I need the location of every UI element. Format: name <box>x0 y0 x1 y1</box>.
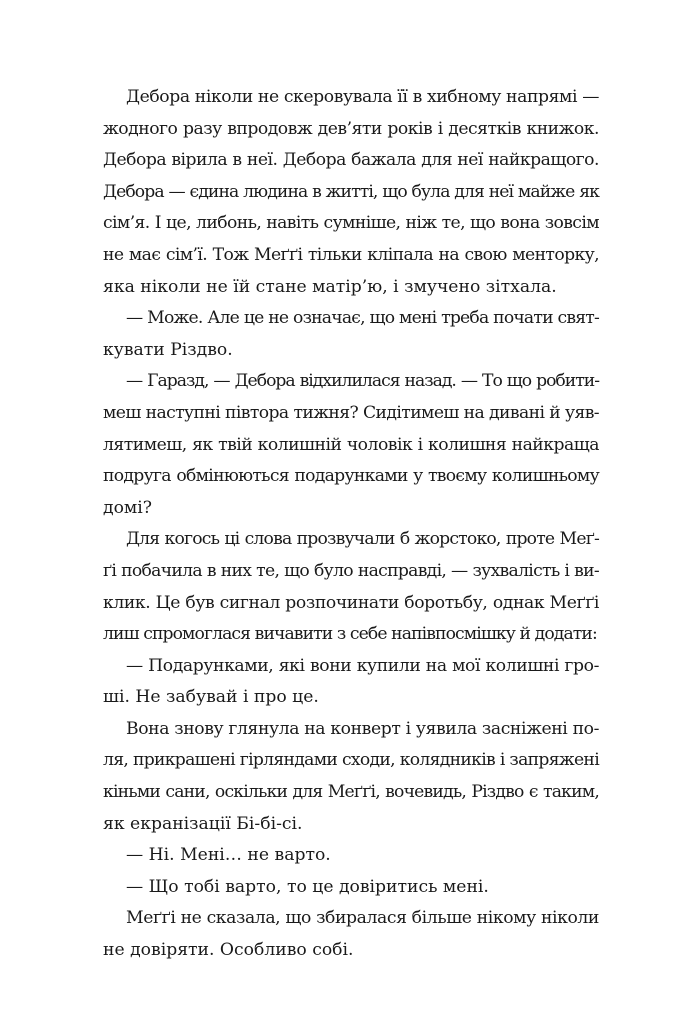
text-line: не довіряти. Особливо собі. <box>103 940 354 961</box>
text-line: Дебора ніколи не скеровувала її в хибному напрямі — <box>126 87 599 107</box>
text-line: подруга обмінюються подарунками у твоєму колишньому <box>103 466 599 487</box>
text-line: — Гаразд, — Дебора відхилилася назад. — То що робити- <box>126 371 599 392</box>
text-line: лятимеш, як твій колишній чоловік і колишня найкраща <box>103 434 599 455</box>
text-line: жодного разу впродовж дев’яти років і десятків книжок. <box>103 118 599 139</box>
text-line: ґі побачила в них те, що було насправді, — зухвалість і ви- <box>103 560 599 581</box>
text-line: лиш спромоглася вичавити з себе напівпосмішку й додати: <box>103 624 597 645</box>
text-line: меш наступні півтора тижня? Сидітимеш на дивані й уяв- <box>103 402 599 423</box>
text-line: сім’я. І це, либонь, навіть сумніше, ніж те, що вона зовсім <box>103 213 599 234</box>
text-line: Вона знову глянула на конверт і уявила засніжені по- <box>126 718 599 739</box>
body-text <box>103 82 599 967</box>
text-line: Для когось ці слова прозвучали б жорстоко, проте Меґ- <box>126 529 599 550</box>
text-line: не має сім’ї. Тож Меґґі тільки кліпала на свою менторку, <box>103 244 599 265</box>
text-line: Дебора — єдина людина в житті, що була для неї майже як <box>103 181 599 202</box>
text-line: кіньми сани, оскільки для Меґґі, вочевидь, Різдво є таким, <box>103 782 599 803</box>
text-line: — Ні. Мені… не варто. <box>126 845 331 866</box>
text-line: як екранізації Бі-бі-сі. <box>103 813 303 834</box>
text-line: Меґґі не сказала, що збиралася більше нікому ніколи <box>126 908 599 929</box>
text-line: — Може. Але це не означає, що мені треба почати свят- <box>126 308 599 329</box>
text-line: ші. Не забувай і про це. <box>103 687 319 708</box>
text-line: ля, прикрашені гірляндами сходи, колядників і запряжені <box>103 750 599 771</box>
text-line: яка ніколи не їй стане матір’ю, і змучено зітхала. <box>103 276 557 297</box>
text-line: — Подарунками, які вони купили на мої колишні гро- <box>126 655 599 676</box>
text-line: — Що тобі варто, то це довіритись мені. <box>126 876 489 897</box>
text-line: кувати Різдво. <box>103 339 233 360</box>
text-line: Дебора вірила в неї. Дебора бажала для неї найкращого. <box>103 150 599 171</box>
text-line: клик. Це був сигнал розпочинати боротьбу, однак Меґґі <box>103 592 599 613</box>
text-line: домі? <box>103 497 153 518</box>
